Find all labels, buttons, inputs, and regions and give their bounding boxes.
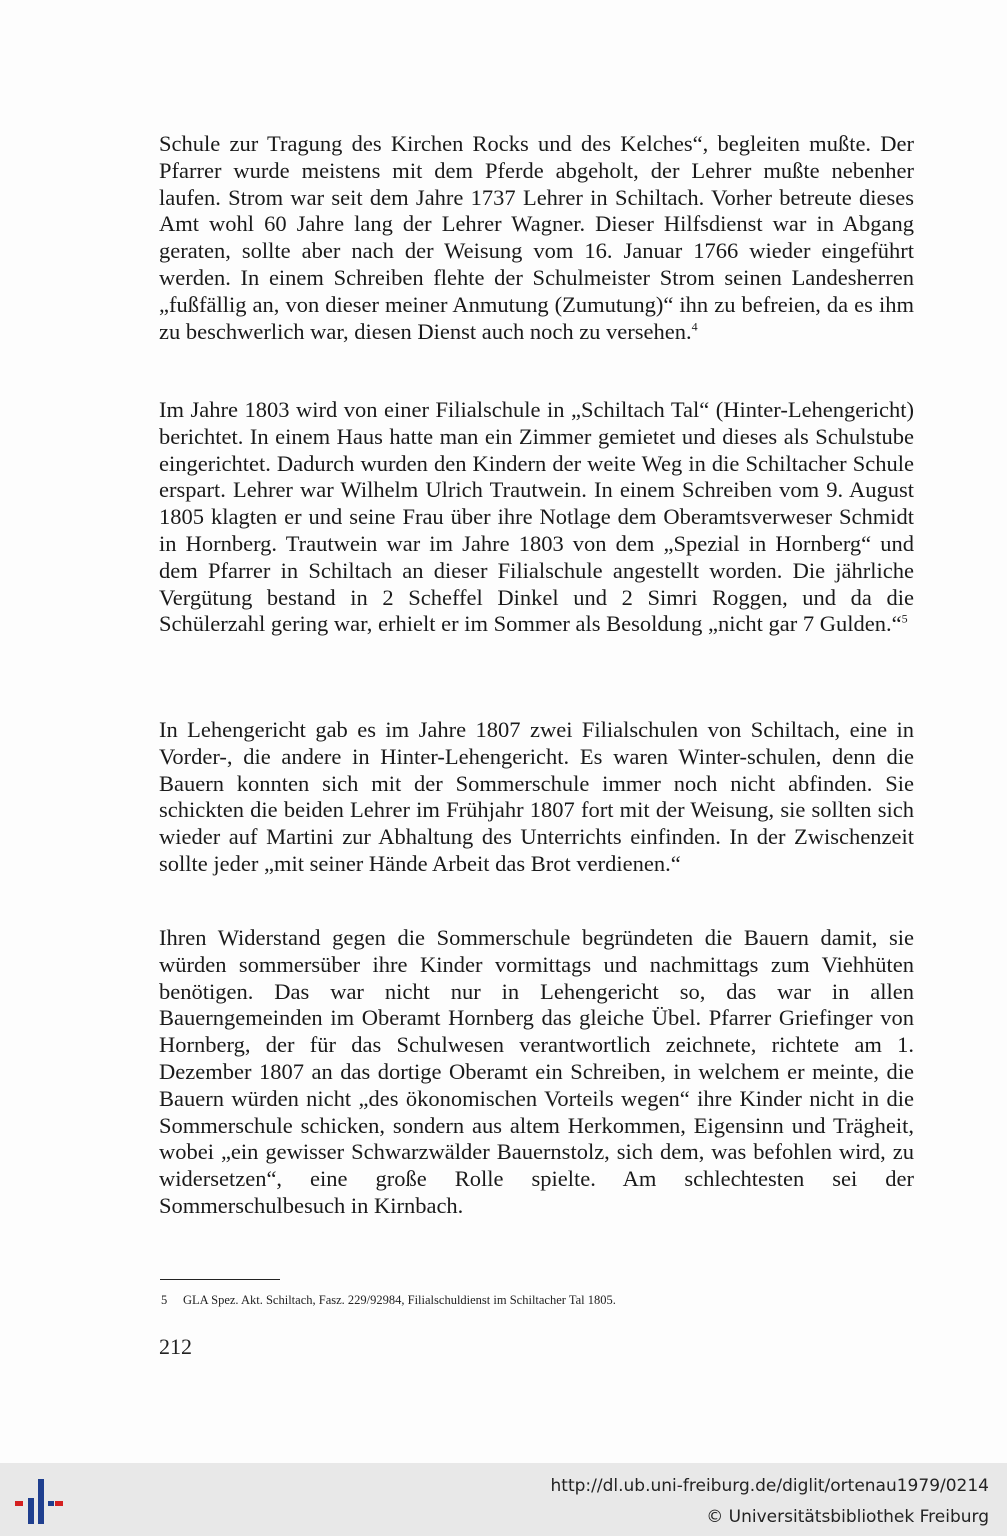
paragraph-2-text: Im Jahre 1803 wird von einer Filialschule in „Schiltach Tal“ (Hinter-Lehengericht) berichtet. In einem Haus hatte man ein Zimmer gemietet und dieses als Schulstube eingerichtet. Dadurch wurden den Kindern der weite Weg in die Schiltacher Schule erspart. Lehrer war Wilhelm Ulrich Trautwein. In einem Schreiben vom 9. August 1805 klagten er und seine Frau über ihre Notlage dem Oberamtsverweser Schmidt in Hornberg. Trautwein war im Jahre 1803 von dem „Spezial in Hornberg“ und dem Pfarrer in Schiltach an dieser Filialschule angestellt worden. Die jährliche Vergütung bestand in 2 Scheffel Dinkel und 2 Simri Roggen, und da die Schülerzahl gering war, erhielt er im Sommer als Besoldung „nicht gar 7 Gulden.“ <box>159 397 914 637</box>
footnote-ref-5: 5 <box>901 611 908 626</box>
paragraph-4-text: Ihren Widerstand gegen die Sommerschule begründeten die Bauern damit, sie würden sommersüber ihre Kinder vormittags und nachmittags zum Viehhüten benötigen. Das war nicht nur in Lehengericht so, das war in allen Bauerngemeinden im Oberamt Hornberg das gleiche Übel. Pfarrer Griefinger von Hornberg, der für das Schulwesen verantwortlich zeichnete, richtete am 1. Dezember 1807 an das dortige Oberamt ein Schreiben, in welchem er meinte, die Bauern würden nicht „des ökonomischen Vorteils wegen“ ihre Kinder nicht in die Sommerschule schicken, sondern aus altem Herkommen, Eigensinn und Trägheit, wobei „ein gewisser Schwarzwälder Bauernstolz, sich dem, was befohlen wird, zu widersetzen“, eine große Rolle spielte. Am schlechtesten sei der Sommerschulbesuch in Kirnbach. <box>159 925 914 1218</box>
footnote-number: 5 <box>161 1293 168 1307</box>
page-number: 212 <box>159 1334 192 1359</box>
footnote-ref-4: 4 <box>691 319 698 334</box>
paragraph-3-text: In Lehengericht gab es im Jahre 1807 zwei Filialschulen von Schiltach, eine in Vorder-, die andere in Hinter-Lehengericht. Es waren Winter-schulen, denn die Bauern konnten sich mit der Sommerschule immer noch nicht abfinden. Sie schickten die beiden Lehrer im Frühjahr 1807 fort mit der Weisung, sie sollten sich wieder auf Martini zur Abhaltung des Unterrichts einfinden. In der Zwischenzeit sollte jeder „mit seiner Hände Arbeit das Brot verdienen.“ <box>159 717 914 876</box>
copyright-notice: © Universitätsbibliothek Freiburg <box>706 1507 989 1527</box>
permalink-url[interactable]: http://dl.ub.uni-freiburg.de/diglit/ortenau1979/0214 <box>550 1476 989 1496</box>
footnote <box>161 1292 921 1308</box>
paragraph-4 <box>159 925 914 1220</box>
footnote-divider <box>160 1279 280 1280</box>
paragraph-3 <box>159 717 914 878</box>
paragraph-1 <box>159 131 914 345</box>
paragraph-2 <box>159 397 914 638</box>
footer-bar <box>0 1463 1007 1536</box>
footnote-text: GLA Spez. Akt. Schiltach, Fasz. 229/92984, Filialschuldienst im Schiltacher Tal 1805. <box>183 1293 616 1307</box>
paragraph-1-text: Schule zur Tragung des Kirchen Rocks und des Kelches“, begleiten mußte. Der Pfarrer wurde meistens mit dem Pferde abgeholt, der Lehrer mußte nebenher laufen. Strom war seit dem Jahre 1737 Lehrer in Schiltach. Vorher betreute dieses Amt wohl 60 Jahre lang der Lehrer Wagner. Dieser Hilfsdienst war in Abgang geraten, sollte aber nach der Weisung vom 16. Januar 1766 wieder eingeführt werden. In einem Schreiben flehte der Schulmeister Strom seinen Landesherren „fußfällig an, von dieser meiner Anmutung (Zumutung)“ ihn zu befreien, da es ihm zu beschwerlich war, diesen Dienst auch noch zu versehen. <box>159 131 914 344</box>
ub-freiburg-logo-icon[interactable] <box>14 1472 64 1528</box>
